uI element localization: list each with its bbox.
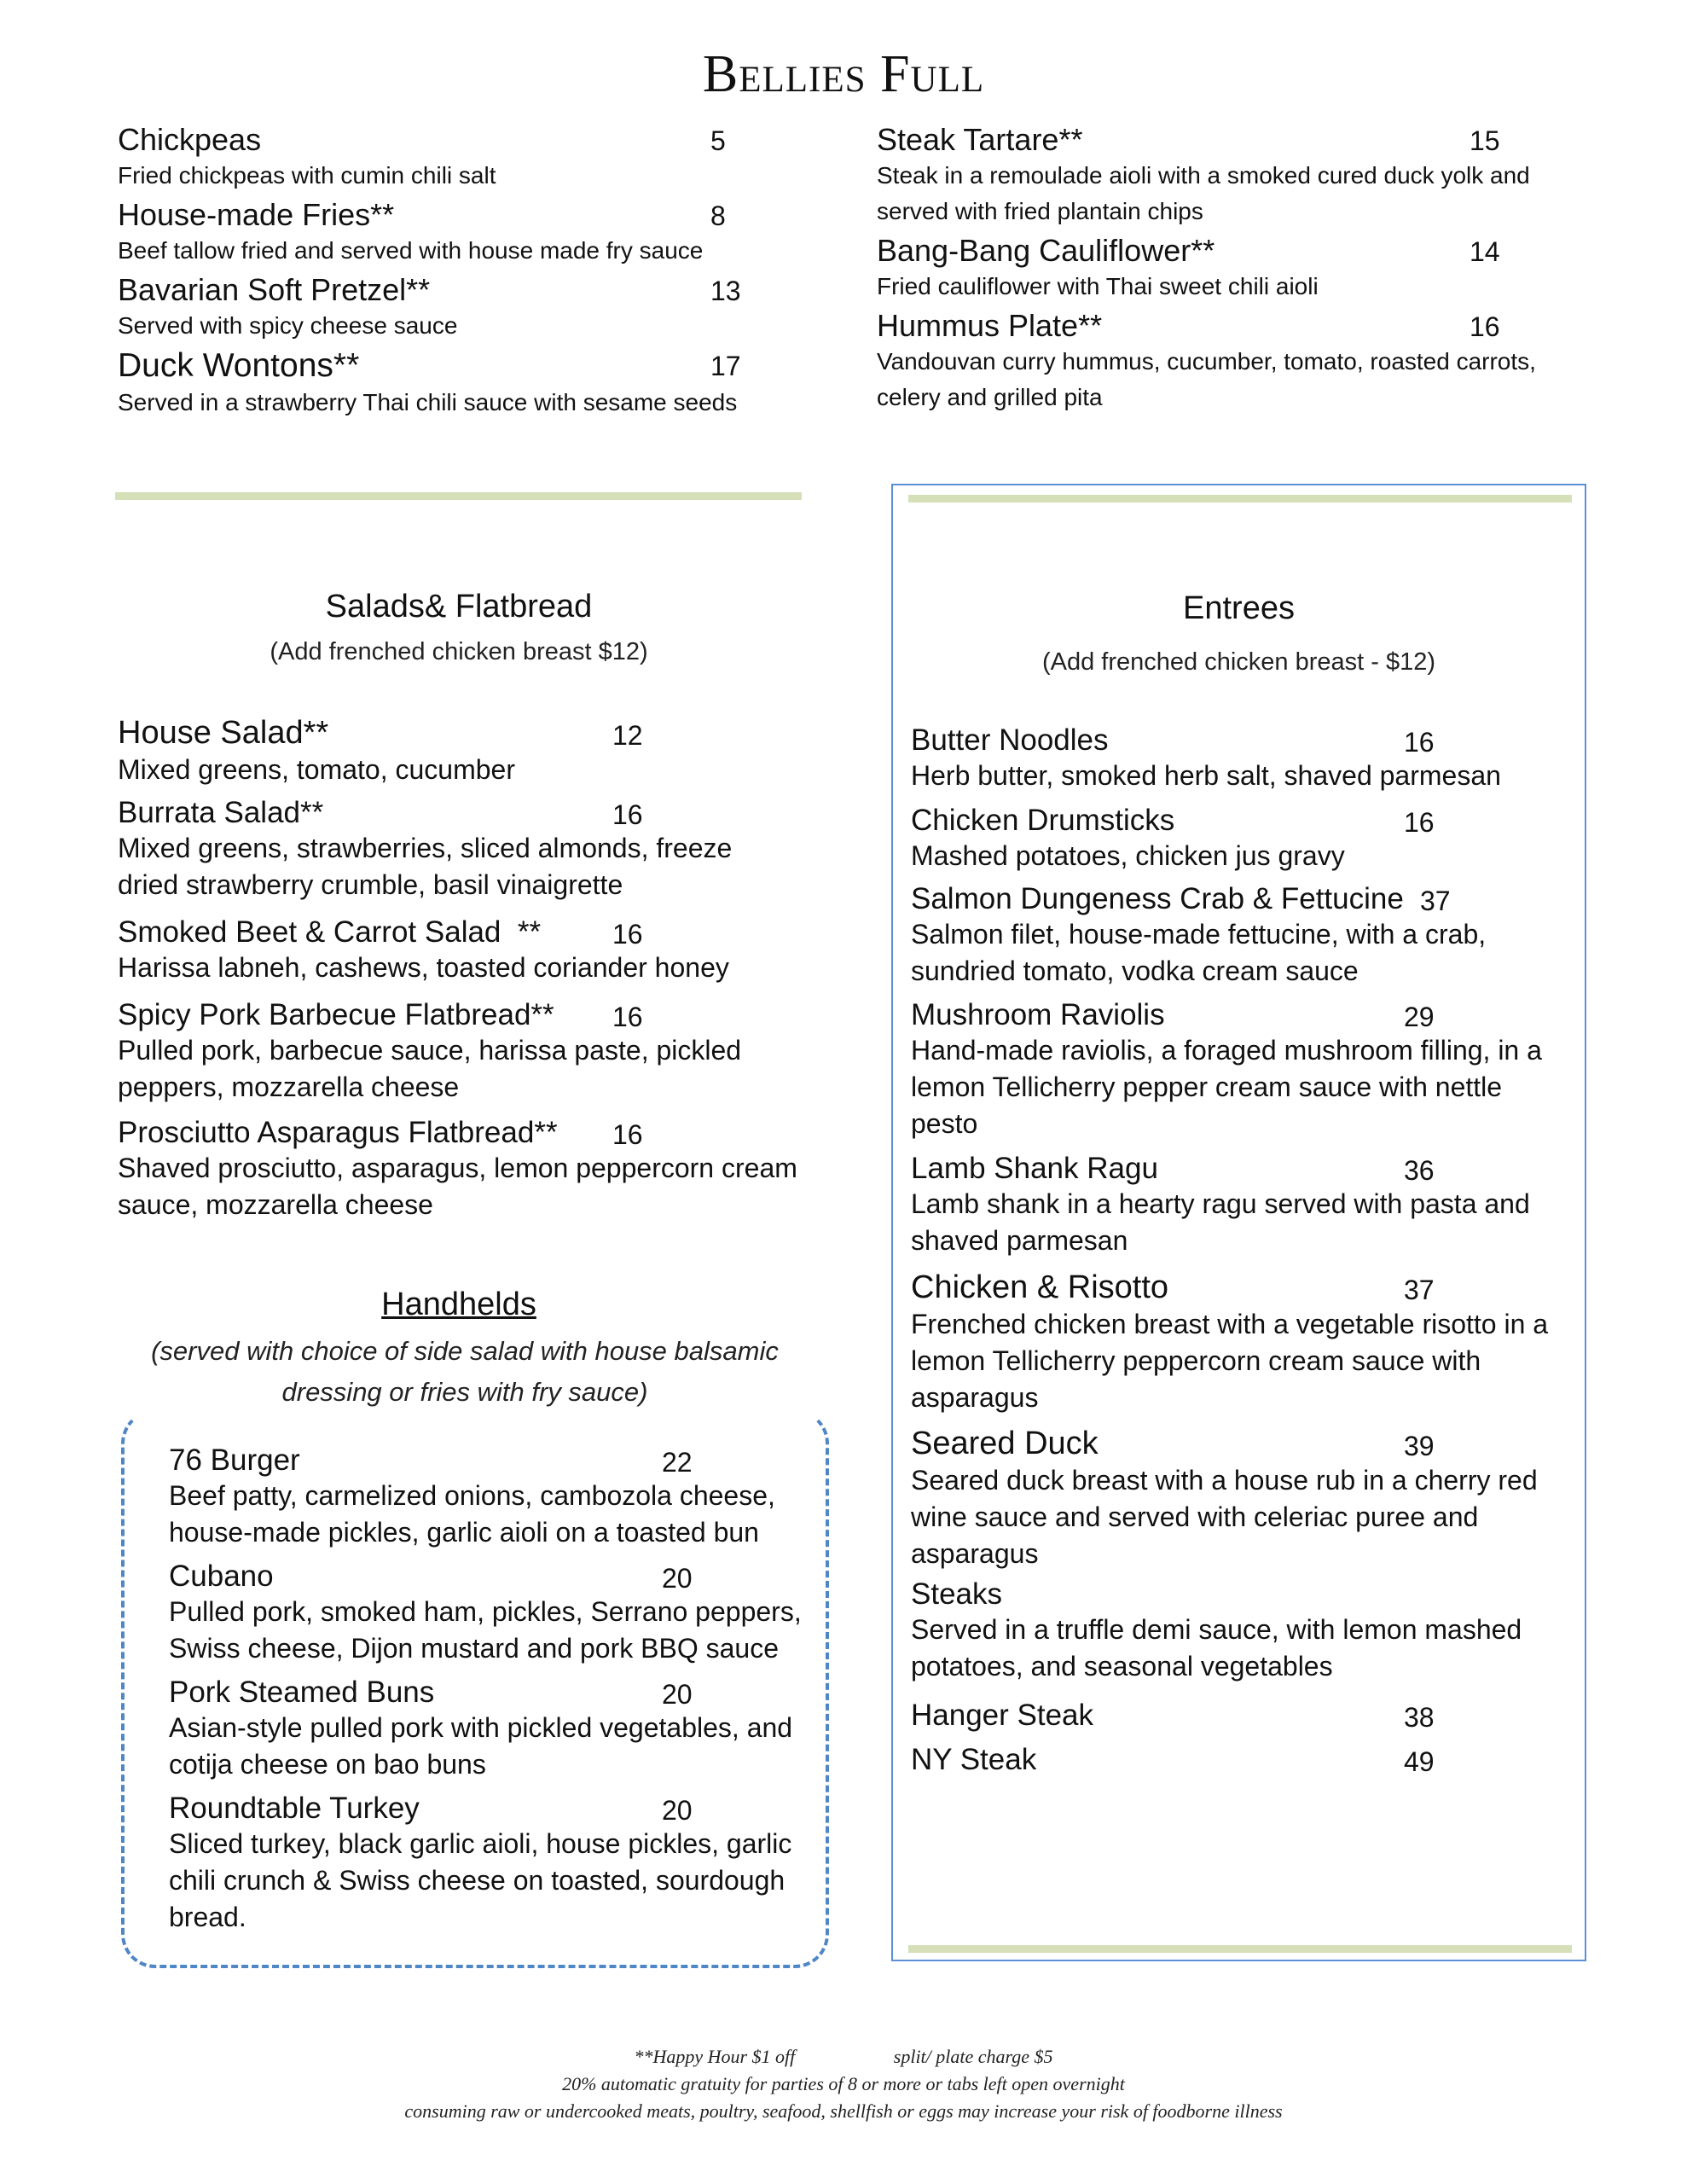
item-price: 20 (662, 1563, 693, 1594)
footer-happy-hour (0, 2046, 1687, 2068)
item-price: 36 (1404, 1155, 1435, 1186)
menu-item (877, 308, 1585, 419)
item-price: 15 (1470, 125, 1500, 156)
item-name: Salmon Dungeness Crab & Fettucine (911, 882, 1404, 915)
item-name: Prosciutto Asparagus Flatbread** (118, 1116, 558, 1149)
item-price: 20 (662, 1679, 693, 1710)
item-name: Burrata Salad** (118, 796, 324, 829)
item-price: 17 (710, 351, 741, 381)
item-description: Mixed greens, tomato, cucumber (118, 754, 515, 785)
item-description: Fried chickpeas with cumin chili salt (118, 162, 496, 189)
divider-line (115, 492, 802, 500)
item-description: Salmon filet, house-made fettucine, with a crab, sundried tomato, vodka cream sauce (911, 919, 1487, 986)
item-description: Pulled pork, smoked ham, pickles, Serrano peppers, Swiss cheese, Dijon mustard and pork BBQ sauce (169, 1596, 802, 1664)
item-price: 38 (1404, 1702, 1435, 1733)
menu-item (877, 122, 1585, 233)
item-name: Pork Steamed Buns (169, 1676, 435, 1709)
menu-item (118, 1116, 800, 1227)
item-price: 22 (662, 1447, 693, 1478)
item-name: Lamb Shank Ragu (911, 1152, 1158, 1185)
item-price: 13 (710, 276, 741, 306)
split-charge-note: split/ plate charge $5 (893, 2046, 1053, 2067)
item-price: 14 (1470, 236, 1500, 267)
item-description: Herb butter, smoked herb salt, shaved parmesan (911, 760, 1501, 791)
menu-item (911, 1152, 1572, 1269)
salads-list (118, 715, 800, 1227)
item-description: Beef tallow fried and served with house made fry sauce (118, 237, 704, 264)
item-price: 16 (612, 799, 643, 830)
item-price: 37 (1420, 886, 1451, 916)
item-price: 37 (1404, 1275, 1435, 1305)
menu-item (911, 1577, 1572, 1699)
item-name: Cubano (169, 1560, 274, 1593)
menu-item (118, 197, 749, 272)
item-price: 29 (1404, 1002, 1435, 1032)
happy-hour-note: **Happy Hour $1 off (634, 2046, 796, 2067)
restaurant-title: Bellies Full (702, 45, 985, 103)
item-description: Served in a strawberry Thai chili sauce with sesame seeds (118, 389, 738, 415)
item-description: Harissa labneh, cashews, toasted coriander honey (118, 952, 729, 983)
menu-item (118, 122, 749, 197)
item-price: 16 (1404, 807, 1435, 838)
item-name: Spicy Pork Barbecue Flatbread** (118, 998, 554, 1031)
item-price: 5 (710, 125, 726, 156)
item-price: 39 (1404, 1431, 1435, 1461)
item-description: Hand-made raviolis, a foraged mushroom filling, in a lemon Tellicherry pepper cream sauce with nettle pesto (911, 1035, 1542, 1139)
item-price: 16 (1470, 311, 1500, 342)
footer-gratuity: 20% automatic gratuity for parties of 8 or more or tabs left open overnight (562, 2073, 1125, 2094)
menu-item (169, 1676, 817, 1792)
item-description: Mixed greens, strawberries, sliced almonds, freeze dried strawberry crumble, basil vinaigrette (118, 833, 733, 900)
item-description: Shaved prosciutto, asparagus, lemon peppercorn cream sauce, mozzarella cheese (118, 1153, 797, 1220)
handhelds-list (169, 1443, 817, 1945)
item-name: Bavarian Soft Pretzel** (118, 272, 431, 307)
item-name: Smoked Beet & Carrot Salad ** (118, 915, 542, 949)
handhelds-subtitle: (served with choice of side salad with house balsamic dressing or fries with fry sauce) (151, 1336, 779, 1407)
item-name: Chicken Drumsticks (911, 804, 1175, 837)
item-description: Served with spicy cheese sauce (118, 312, 458, 339)
menu-item (911, 882, 1572, 998)
menu-item (911, 723, 1572, 804)
item-description: Seared duck breast with a house rub in a cherry red wine sauce and served with celeriac puree and asparagus (911, 1465, 1538, 1569)
item-name: Bang-Bang Cauliflower** (877, 233, 1215, 268)
item-description: Frenched chicken breast with a vegetable risotto in a lemon Tellicherry peppercorn cream sauce with asparagus (911, 1309, 1549, 1413)
item-price: 16 (612, 1002, 643, 1032)
item-description: Beef patty, carmelized onions, cambozola cheese, house-made pickles, garlic aioli on a toasted bun (169, 1480, 775, 1548)
item-price: 8 (710, 200, 726, 231)
item-name: Chickpeas (118, 122, 262, 157)
handhelds-title: Handhelds (381, 1287, 536, 1322)
appetizers-right (877, 122, 1585, 419)
menu-item (169, 1443, 817, 1560)
menu-item (911, 1699, 1572, 1743)
item-description: Served in a truffle demi sauce, with lemon mashed potatoes, and seasonal vegetables (911, 1614, 1522, 1682)
item-description: Lamb shank in a hearty ragu served with pasta and shaved parmesan (911, 1188, 1530, 1256)
menu-item (911, 998, 1572, 1152)
item-price: 49 (1404, 1746, 1435, 1777)
menu-item (911, 804, 1572, 882)
item-name: Roundtable Turkey (169, 1792, 420, 1825)
item-description: Mashed potatoes, chicken jus gravy (911, 840, 1345, 871)
item-description: Asian-style pulled pork with pickled vegetables, and cotija cheese on bao buns (169, 1712, 793, 1780)
item-price: 16 (612, 1119, 643, 1150)
menu-item (911, 1743, 1572, 1787)
item-name: Hummus Plate** (877, 308, 1103, 343)
menu-item (911, 1269, 1572, 1426)
menu-item (877, 233, 1585, 308)
menu-item (169, 1560, 817, 1676)
item-name: Butter Noodles (911, 723, 1109, 757)
menu-item (118, 915, 800, 998)
salads-title: Salads& Flatbread (325, 589, 593, 624)
entrees-title: Entrees (1183, 590, 1295, 626)
item-price: 16 (612, 919, 643, 950)
appetizers-left (118, 122, 749, 422)
item-description: Fried cauliflower with Thai sweet chili aioli (877, 273, 1319, 299)
menu-item (118, 347, 749, 422)
entrees-subtitle: (Add frenched chicken breast - $12) (1041, 648, 1436, 676)
entrees-list (911, 723, 1572, 1787)
item-name: NY Steak (911, 1743, 1037, 1776)
item-name: Seared Duck (911, 1426, 1099, 1461)
item-name: Steaks (911, 1577, 1002, 1611)
menu-item (118, 796, 800, 915)
footer-health-warning: consuming raw or undercooked meats, poultry, seafood, shellfish or eggs may increase your risk of foodborne illness (404, 2100, 1283, 2122)
item-name: 76 Burger (169, 1443, 300, 1477)
item-price: 12 (612, 720, 643, 751)
menu-item (118, 272, 749, 347)
item-description: Sliced turkey, black garlic aioli, house pickles, garlic chili crunch & Swiss cheese on toasted, sourdough bread. (169, 1828, 792, 1932)
menu-item (118, 998, 800, 1116)
item-name: House Salad** (118, 715, 329, 751)
item-name: Mushroom Raviolis (911, 998, 1165, 1031)
item-name: Chicken & Risotto (911, 1269, 1169, 1305)
item-name: Hanger Steak (911, 1699, 1094, 1732)
item-name: House-made Fries** (118, 197, 395, 232)
menu-item (911, 1426, 1572, 1577)
item-description: Pulled pork, barbecue sauce, harissa paste, pickled peppers, mozzarella cheese (118, 1035, 742, 1102)
salads-subtitle: (Add frenched chicken breast $12) (270, 638, 648, 665)
item-name: Duck Wontons** (118, 347, 360, 384)
menu-item (169, 1792, 817, 1945)
item-price: 20 (662, 1795, 693, 1826)
menu-item (118, 715, 800, 796)
item-price: 16 (1404, 727, 1435, 758)
item-description: Vandouvan curry hummus, cucumber, tomato, roasted carrots, celery and grilled pita (877, 348, 1536, 410)
item-name: Steak Tartare** (877, 122, 1083, 157)
item-description: Steak in a remoulade aioli with a smoked cured duck yolk and served with fried plantain chips (877, 162, 1530, 224)
